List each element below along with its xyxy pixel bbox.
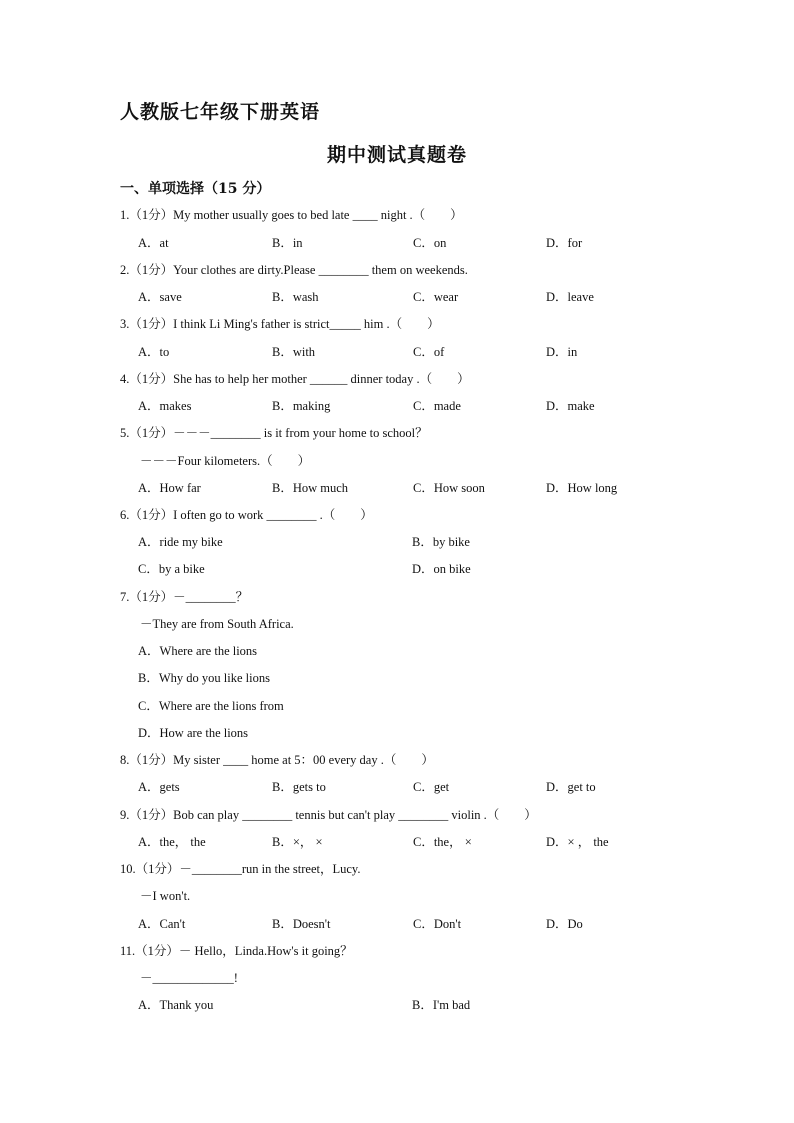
option-d: D．How long — [546, 481, 618, 495]
question-stem: 11.（1分）－ Hello，Linda.How's it going？ — [120, 944, 353, 958]
question-stem: 1.（1分）My mother usually goes to bed late ____ night .（ ） — [120, 208, 463, 222]
option-c: C．of — [413, 345, 445, 359]
option-a: A．Can't — [138, 917, 186, 931]
option-b: B．by bike — [412, 535, 470, 549]
option-a: A．the， the — [138, 835, 206, 849]
option-c: C．wear — [413, 290, 459, 304]
option-b: B．making — [272, 399, 331, 413]
option-a: A．to — [138, 345, 170, 359]
option-d: D．get to — [546, 780, 596, 794]
option-d: D．× ， the — [546, 835, 609, 849]
option-d: D．for — [546, 236, 583, 250]
option-c: C．Don't — [413, 917, 462, 931]
option-c: C．How soon — [413, 481, 485, 495]
question-stem: 6.（1分）I often go to work ________ .（ ） — [120, 508, 373, 522]
question-stem: 8.（1分）My sister ____ home at 5：00 every day .（ ） — [120, 753, 434, 767]
option-d: D．on bike — [412, 562, 471, 576]
question-stem: 4.（1分）She has to help her mother ______ dinner today .（ ） — [120, 372, 470, 386]
question-stem: 2.（1分）Your clothes are dirty.Please ________ them on weekends. — [120, 263, 468, 277]
question-stem: 9.（1分）Bob can play ________ tennis but can't play ________ violin .（ ） — [120, 808, 537, 822]
section-heading: 一、单项选择（15 分） — [120, 181, 271, 197]
document-title: 人教版七年级下册英语 — [120, 101, 321, 123]
document-subtitle: 期中测试真题卷 — [326, 144, 467, 166]
option-a: A．Thank you — [138, 998, 214, 1012]
option-a: A．at — [138, 236, 169, 250]
option-c: C．the， × — [413, 835, 472, 849]
option-c: C．Where are the lions from — [138, 699, 284, 713]
option-b: B．in — [272, 236, 303, 250]
option-b: B．with — [272, 345, 316, 359]
option-d: D．in — [546, 345, 578, 359]
option-d: D．leave — [546, 290, 594, 304]
dialogue-line: －I won't. — [140, 889, 191, 903]
option-a: A．gets — [138, 780, 180, 794]
question-stem: 5.（1分）－－－________ is it from your home to school？ — [120, 426, 428, 440]
option-a: A．How far — [138, 481, 201, 495]
option-a: A．save — [138, 290, 182, 304]
option-b: B．I'm bad — [412, 998, 471, 1012]
option-a: A．makes — [138, 399, 192, 413]
option-c: C．on — [413, 236, 447, 250]
option-a: A．Where are the lions — [138, 644, 258, 658]
option-b: B．gets to — [272, 780, 326, 794]
question-stem: 3.（1分）I think Li Ming's father is strict_____ him .（ ） — [120, 317, 440, 331]
question-stem: 7.（1分）－________？ — [120, 590, 249, 604]
question-stem: 10.（1分）－________run in the street，Lucy. — [120, 862, 361, 876]
option-c: C．by a bike — [138, 562, 205, 576]
option-d: D．make — [546, 399, 595, 413]
option-d: D．How are the lions — [138, 726, 249, 740]
option-c: C．get — [413, 780, 450, 794]
option-b: B．Doesn't — [272, 917, 331, 931]
option-a: A．ride my bike — [138, 535, 223, 549]
dialogue-line: －_____________! — [140, 971, 238, 985]
option-b: B．How much — [272, 481, 349, 495]
option-c: C．made — [413, 399, 461, 413]
option-b: B．Why do you like lions — [138, 671, 270, 685]
dialogue-line: －－－Four kilometers.（ ） — [140, 454, 311, 468]
dialogue-line: －They are from South Africa. — [140, 617, 294, 631]
option-b: B．wash — [272, 290, 319, 304]
option-d: D．Do — [546, 917, 583, 931]
option-b: B．×， × — [272, 835, 323, 849]
